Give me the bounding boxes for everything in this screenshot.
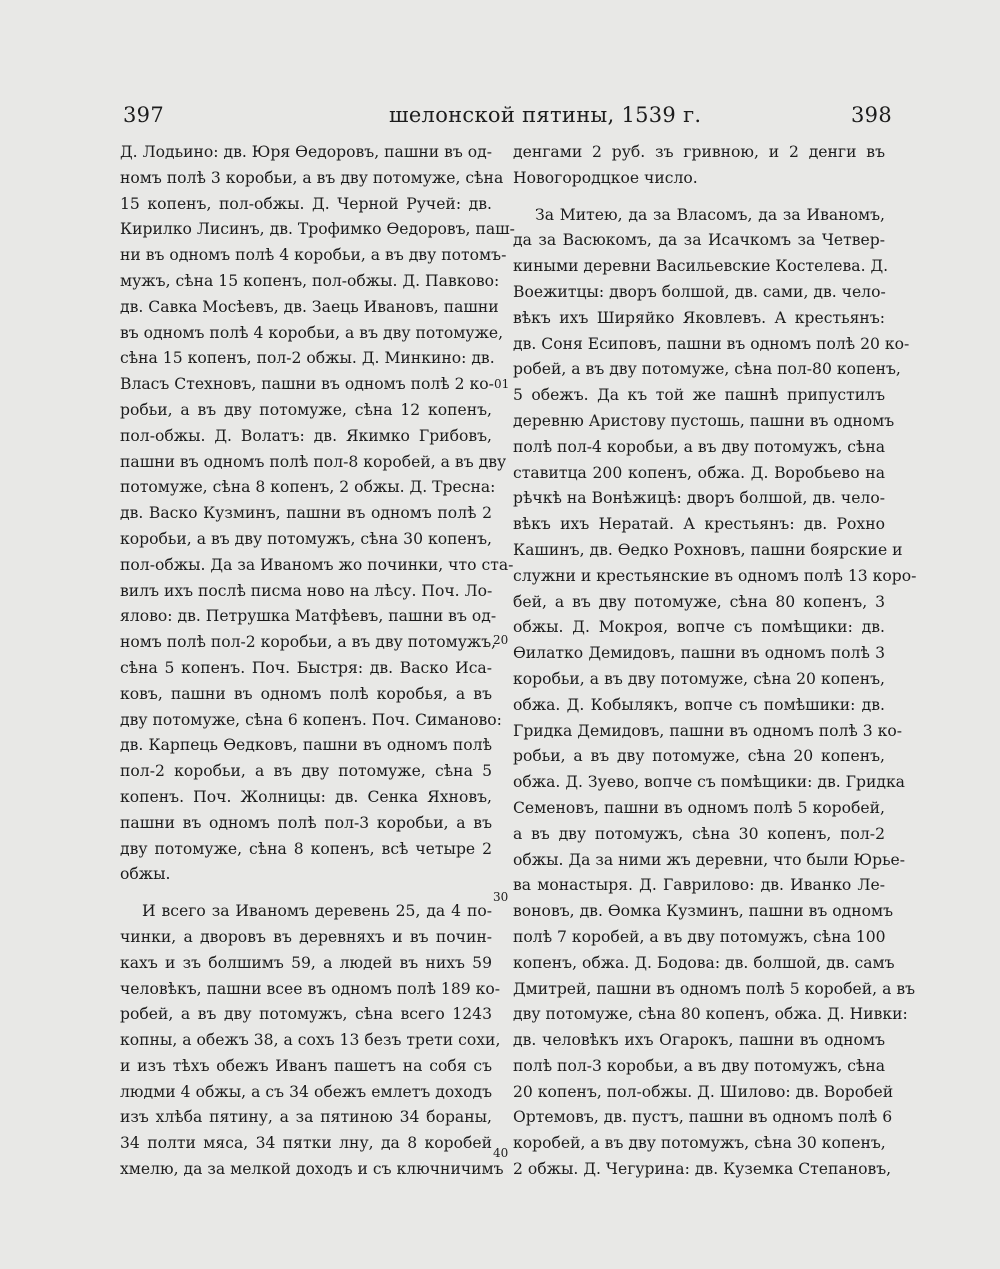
- text-line: Өилатко Демидовъ, пашни въ одномъ полѣ 3: [513, 644, 885, 663]
- text-line: полѣ пол-3 коробьи, а въ дву потомужъ, сѣна: [513, 1056, 886, 1075]
- text-line: номъ полѣ 3 коробьи, а въ дву потомуже, сѣна: [120, 168, 504, 187]
- text-line: дву потомуже, сѣна 80 копенъ, обжа. Д. Нивки:: [513, 1005, 908, 1024]
- text-line: вѣкъ ихъ Нератай. А крестьянъ: дв. Рохно: [513, 515, 885, 534]
- text-line: 2 обжы. Д. Чегурина: дв. Куземка Степановъ,: [513, 1160, 892, 1179]
- text-line: 15 копенъ, пол-обжы. Д. Черной Ручей: дв.: [120, 194, 492, 213]
- text-line: ялово: дв. Петрушка Матфѣевъ, пашни въ од-: [120, 607, 497, 626]
- text-line: людми 4 обжы, а съ 34 обежъ емлетъ доходъ: [120, 1082, 492, 1101]
- text-line: ставитца 200 копенъ, обжа. Д. Воробьево на: [513, 463, 885, 482]
- page-number-left: 397: [123, 103, 164, 127]
- text-line: Гридка Демидовъ, пашни въ одномъ полѣ 3 ко-: [513, 721, 903, 740]
- text-line: ва монастыря. Д. Гаврилово: дв. Иванко Ле-: [513, 876, 885, 895]
- text-line: Воежитцы: дворъ болшой, дв. сами, дв. чело-: [513, 282, 886, 301]
- text-line: сѣна 5 копенъ. Поч. Быстря: дв. Васко Иса-: [120, 658, 492, 677]
- text-line: рѣчкѣ на Вонѣжицѣ: дворъ болшой, дв. чело-: [513, 489, 885, 508]
- text-line: Д. Лодьино: дв. Юря Өедоровъ, пашни въ од-: [120, 143, 492, 161]
- text-line: 34 полти мяса, 34 пятки лну, да 8 коробей: [120, 1134, 492, 1153]
- text-line: вилъ ихъ послѣ писма ново на лѣсу. Поч. Ло-: [120, 581, 493, 600]
- text-line: и изъ тѣхъ обежъ Иванъ пашетъ на собя съ: [120, 1056, 492, 1075]
- text-line: да за Васюкомъ, да за Исачкомъ за Четвер-: [513, 231, 885, 250]
- text-line: чинки, а дворовъ въ деревняхъ и въ почин-: [120, 927, 492, 946]
- text-line: полѣ пол-4 коробьи, а въ дву потомужъ, сѣна: [513, 437, 886, 456]
- text-line: въ одномъ полѣ 4 коробьи, а въ дву потомуже,: [120, 323, 504, 342]
- text-line: деревню Аристову пустошь, пашни въ одномъ: [513, 411, 895, 430]
- text-line: потомуже, сѣна 8 копенъ, 2 обжы. Д. Тресна:: [120, 478, 496, 497]
- text-line: а въ дву потомужъ, сѣна 30 копенъ, пол-2: [513, 824, 885, 843]
- text-line: обжы. Д. Мокроя, вопче съ помѣщики: дв.: [513, 618, 885, 637]
- text-line: коробей, а въ дву потомужъ, сѣна 30 копенъ,: [513, 1134, 886, 1153]
- text-line: Семеновъ, пашни въ одномъ полѣ 5 коробей,: [513, 798, 885, 817]
- text-line: вѣкъ ихъ Ширяйко Яковлевъ. А крестьянъ:: [513, 308, 885, 327]
- text-line: 20 копенъ, пол-обжы. Д. Шилово: дв. Воробей: [513, 1082, 894, 1101]
- text-line: обжа. Д. Кобылякъ, вопче съ помѣшики: дв.: [513, 695, 885, 714]
- text-line: дв. человѣкъ ихъ Огарокъ, пашни въ одномъ: [513, 1031, 885, 1050]
- text-line: Кирилко Лисинъ, дв. Трофимко Өедоровъ, паш-: [120, 220, 515, 239]
- text-line: Новогородцкое число.: [513, 168, 698, 187]
- text-line: номъ полѣ пол-2 коробьи, а въ дву потомужъ,: [120, 633, 497, 652]
- text-line: коробьи, а въ дву потомужъ, сѣна 30 копенъ,: [120, 529, 493, 548]
- text-line: За Митею, да за Власомъ, да за Иваномъ,: [535, 205, 885, 224]
- text-line: копенъ, обжа. Д. Бодова: дв. болшой, дв. самъ: [513, 953, 895, 972]
- margin-line-number: 40: [493, 1146, 509, 1160]
- paragraph: [513, 140, 885, 192]
- text-line: копенъ. Поч. Жолницы: дв. Сенка Яхновъ,: [120, 787, 492, 806]
- text-line: полѣ 7 коробей, а въ дву потомужъ, сѣна 100: [513, 927, 886, 946]
- text-line: дв. Васко Кузминъ, пашни въ одномъ полѣ 2: [120, 504, 492, 523]
- text-line: робей, а въ дву потомуже, сѣна пол-80 копенъ,: [513, 360, 901, 379]
- text-line: мужъ, сѣна 15 копенъ, пол-обжы. Д. Павково:: [120, 271, 500, 290]
- text-line: робей, а въ дву потомужъ, сѣна всего 1243: [120, 1005, 492, 1024]
- right-text-column: [513, 140, 917, 1183]
- text-line: Власъ Стехновъ, пашни въ одномъ полѣ 2 ко-: [120, 375, 494, 394]
- text-line: копны, а обежъ 38, а сохъ 13 безъ трети сохи,: [120, 1031, 501, 1050]
- text-line: ни въ одномъ полѣ 4 коробьи, а въ дву потомъ-: [120, 246, 507, 265]
- text-line: 5 обежъ. Да къ той же пашнѣ припустилъ: [513, 386, 885, 405]
- text-line: воновъ, дв. Өомка Кузминъ, пашни въ одномъ: [513, 902, 894, 921]
- text-line: изъ хлѣба пятину, а за пятиною 34 бораны,: [120, 1108, 492, 1127]
- text-line: пол-2 коробьи, а въ дву потомуже, сѣна 5: [120, 762, 492, 781]
- text-line: робьи, а въ дву потомуже, сѣна 12 копенъ,: [120, 400, 492, 419]
- text-line: дв. Карпець Өедковъ, пашни въ одномъ полѣ: [120, 736, 492, 755]
- text-line: обжа. Д. Зуево, вопче съ помѣщики: дв. Гридка: [513, 773, 905, 792]
- paragraph: [513, 203, 917, 1183]
- text-line: бей, а въ дву потомуже, сѣна 80 копенъ, 3: [513, 592, 885, 611]
- text-line: Ортемовъ, дв. пустъ, пашни въ одномъ полѣ 6: [513, 1108, 893, 1127]
- margin-line-number: 20: [493, 633, 509, 647]
- text-line: обжы. Да за ними жъ деревни, что были Юрье-: [513, 850, 906, 869]
- margin-line-number: 30: [493, 890, 509, 904]
- text-line: Кашинъ, дв. Өедко Рохновъ, пашни боярские и: [513, 540, 903, 559]
- text-line: пол-обжы. Д. Волатъ: дв. Якимко Грибовъ,: [120, 426, 492, 445]
- text-line: робьи, а въ дву потомуже, сѣна 20 копенъ,: [513, 747, 885, 766]
- text-line: пашни въ одномъ полѣ пол-3 коробьи, а въ: [120, 813, 492, 832]
- text-line: кахъ и зъ болшимъ 59, а людей въ нихъ 59: [120, 953, 492, 972]
- running-title: шелонской пятины, 1539 г.: [389, 103, 702, 127]
- text-line: киными деревни Васильевские Костелева. Д.: [513, 257, 889, 276]
- text-line: денгами 2 руб. зъ гривною, и 2 денги въ: [513, 143, 885, 161]
- text-line: пашни въ одномъ полѣ пол-8 коробей, а въ дву: [120, 452, 507, 471]
- text-line: И всего за Иваномъ деревень 25, да 4 по-: [142, 902, 492, 921]
- margin-line-number: 01: [494, 377, 510, 391]
- text-line: человѣкъ, пашни всее въ одномъ полѣ 189 ко-: [120, 979, 501, 998]
- page-number-right: 398: [851, 103, 892, 127]
- text-line: ковъ, пашни въ одномъ полѣ коробья, а въ: [120, 684, 492, 703]
- text-line: пол-обжы. Да за Иваномъ жо починки, что ста-: [120, 555, 514, 574]
- text-line: сѣна 15 копенъ, пол-2 обжы. Д. Минкино: дв.: [120, 349, 495, 368]
- text-line: хмелю, да за мелкой доходъ и съ ключничимъ: [120, 1160, 504, 1179]
- text-line: дву потомуже, сѣна 6 копенъ. Поч. Симаново:: [120, 710, 502, 729]
- text-line: коробьи, а въ дву потомуже, сѣна 20 копенъ,: [513, 669, 885, 688]
- text-line: Дмитрей, пашни въ одномъ полѣ 5 коробей, а въ: [513, 979, 916, 998]
- text-line: дву потомуже, сѣна 8 копенъ, всѣ четыре 2: [120, 839, 492, 858]
- text-line: дв. Соня Есиповъ, пашни въ одномъ полѣ 20 ко-: [513, 334, 910, 353]
- text-line: обжы.: [120, 865, 171, 884]
- text-line: служни и крестьянские въ одномъ полѣ 13 коро-: [513, 566, 917, 585]
- text-line: дв. Савка Мосѣевъ, дв. Заець Ивановъ, пашни: [120, 297, 499, 316]
